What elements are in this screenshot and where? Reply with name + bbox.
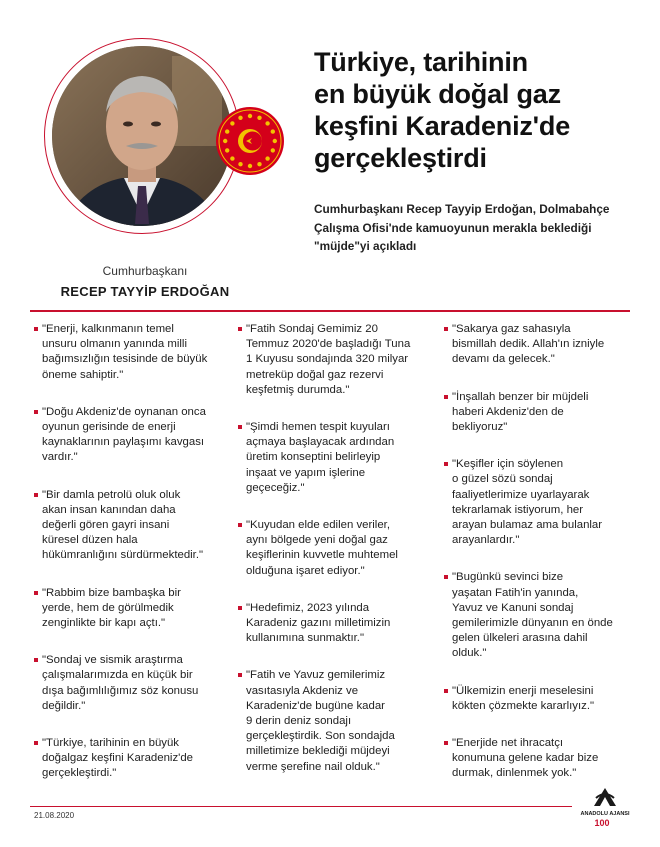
headline-line: Türkiye, tarihinin [314,47,528,77]
anniversary-mark: 100 [594,818,610,828]
quote-item: "Keşifler için söylenen o güzel sözü sondaj faaliyetlerimize uyarlayarak tekrarlamak istiyorum, her arayan bulamaz ama bulanlar arayanlardır." [444,457,626,548]
quote-item: "Hedefimiz, 2023 yılında Karadeniz gazını milletimizin kullanımına sunmaktır." [238,601,420,647]
quote-item: "Fatih ve Yavuz gemilerimiz vasıtasıyla Akdeniz ve Karadeniz'de bugüne kadar 9 derin deniz sondajı gerçekleştirdik. Son sondajda milletimize beklediği müjdeyi verme şerefine nail olduk." [238,668,420,774]
presidential-seal-icon [216,107,284,175]
quote-item: "Sakarya gaz sahasıyla bismillah dedik. Allah'ın izniyle devamı da gelecek." [444,322,626,368]
subtitle-line: Cumhurbaşkanı Recep Tayyip Erdoğan, Dolmabahçe [314,202,610,216]
headline [314,46,644,174]
quote-item: "Fatih Sondaj Gemimiz 20 Temmuz 2020'de başladığı Tuna 1 Kuyusu sondajında 320 milyar metreküp doğal gaz rezervi keşfetmiş durumda." [238,322,420,398]
quote-item: "Ülkemizin enerji meselesini kökten çözmekte kararlıyız." [444,684,626,714]
quote-item: "Kuyudan elde edilen veriler, aynı bölgede yeni doğal gaz keşiflerinin kuvvetle muhtemel olduğuna işaret ediyor." [238,518,420,579]
anadolu-agency-logo [580,786,630,830]
quote-column-2 [238,322,420,797]
quote-item: "Bugünkü sevinci bize yaşatan Fatih'in yanında, Yavuz ve Kanuni sondaj gemilerimizle dünyanın en önde gelen ülkeleri arasına dahil olduk." [444,570,626,661]
quote-item: "İnşallah benzer bir müjdeli haberi Akdeniz'den de bekliyoruz" [444,390,626,436]
headline-line: en büyük doğal gaz [314,79,561,109]
quote-item: "Bir damla petrolü oluk oluk akan insan kanından daha değerli gören gayri insani küresel düzen hala hükümranlığını sürdürmektedir." [34,488,216,564]
subtitle [314,200,644,256]
speaker-name: RECEP TAYYİP ERDOĞAN [60,284,230,299]
quote-item: "Sondaj ve sismik araştırma çalışmalarımızda en küçük bir dışa bağımlılığımız söz konusu değildir." [34,653,216,714]
agency-name: ANADOLU AJANSI [580,811,630,817]
top-divider [30,310,630,312]
quote-item: "Rabbim bize bambaşka bir yerde, hem de görülmedik zenginlikte bir kapı açtı." [34,586,216,632]
publish-date: 21.08.2020 [34,811,75,820]
quote-item: "Türkiye, tarihinin en büyük doğalgaz keşfini Karadeniz'de gerçekleştirdi." [34,736,216,782]
speaker-role: Cumhurbaşkanı [102,264,188,278]
quote-column-3 [444,322,626,804]
quote-item: "Şimdi hemen tespit kuyuları açmaya başlayacak ardından üretim konseptini belirleyip inşaat ve yapım işlerine geçeceğiz." [238,420,420,496]
quote-item: "Enerjide net ihracatçı konumuna gelene kadar bize durmak, dinlenmek yok." [444,736,626,782]
subtitle-line: Çalışma Ofisi'nde kamuoyunun merakla beklediği [314,220,592,235]
portrait-illustration [52,46,232,226]
headline-line: keşfini Karadeniz'de [314,111,571,141]
quote-column-1 [34,322,216,804]
quote-item: "Doğu Akdeniz'de oynanan onca oyunun gerisinde de enerji kaynaklarının paylaşımı kavgası vardır." [34,405,216,466]
headline-line: gerçekleştirdi [314,143,487,173]
quote-item: "Enerji, kalkınmanın temel unsuru olmanın yanında milli bağımsızlığın tesisinde de büyük öneme sahiptir." [34,322,216,383]
portrait-photo [52,46,232,226]
subtitle-line: "müjde"yi açıkladı [314,239,417,253]
bottom-divider [30,806,572,807]
